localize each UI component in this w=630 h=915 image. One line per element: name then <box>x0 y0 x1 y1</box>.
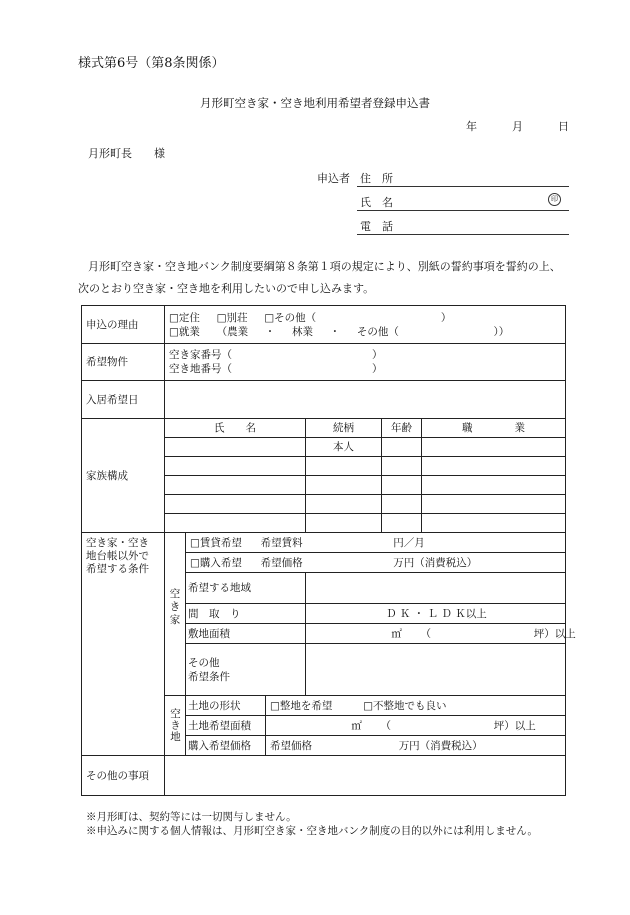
addressee-suffix: 様 <box>154 147 165 160</box>
other-items-label: その他の事項 <box>82 756 165 796</box>
akiya-rent[interactable]: □賃貸希望 希望賃料 円／月 <box>186 533 566 553</box>
property-row <box>82 344 566 381</box>
family-label: 家族構成 <box>82 419 165 533</box>
move-in-label: 入居希望日 <box>82 381 165 419</box>
akichi-area-label: 土地希望面積 <box>186 716 266 736</box>
family-occupation-cell[interactable] <box>422 514 566 533</box>
family-occupation-cell[interactable] <box>422 476 566 495</box>
intro-line-1: 月形町空き家・空き地バンク制度要綱第８条第１項の規定により、別紙の誓約事項を誓約の上、 <box>88 260 561 273</box>
addressee: 月形町長 <box>88 147 132 160</box>
family-name-cell[interactable] <box>165 495 306 514</box>
shape-any-checkbox[interactable]: □不整地でも良い <box>363 699 447 712</box>
family-relation-cell[interactable] <box>306 476 382 495</box>
address-label: 住 所 <box>360 172 393 185</box>
akichi-area-input[interactable]: ㎡ （ 坪）以上 <box>266 716 566 736</box>
property-label: 希望物件 <box>82 344 165 381</box>
move-in-row <box>82 381 566 419</box>
family-occupation-cell[interactable] <box>422 457 566 476</box>
phone-row[interactable] <box>357 212 569 235</box>
other-items-row <box>82 756 566 796</box>
price-label: 購入希望価格 <box>186 736 266 756</box>
name-label: 氏 名 <box>360 196 393 209</box>
bessou-checkbox[interactable]: □別荘 <box>216 311 248 324</box>
phone-label: 電 話 <box>360 220 393 233</box>
seal-icon: 印 <box>548 193 561 206</box>
note-2: ※申込みに関する個人情報は、月形町空き家・空き地バンク制度の目的以外には利用しません。 <box>86 825 538 837</box>
shape-options[interactable] <box>266 696 566 716</box>
other-items-input[interactable] <box>165 756 566 796</box>
shape-flat-checkbox[interactable]: □整地を希望 <box>270 699 333 712</box>
rent-checkbox[interactable]: □賃貸希望 <box>190 536 242 549</box>
family-name-cell[interactable] <box>165 457 306 476</box>
family-name-cell[interactable] <box>165 438 306 457</box>
family-relation-cell[interactable] <box>306 495 382 514</box>
family-name-cell[interactable] <box>165 514 306 533</box>
site-input[interactable]: ㎡ （ 坪）以上 <box>306 624 566 644</box>
note-1: ※月形町は、契約等には一切関与しません。 <box>86 811 297 823</box>
akichi-number-label: 空き地番号（ <box>169 363 232 375</box>
akiya-buy[interactable]: □購入希望 希望価格 万円（消費税込） <box>186 553 566 573</box>
family-occupation-cell[interactable] <box>422 438 566 457</box>
form-code: 様式第6号（第8条関係） <box>78 56 225 71</box>
family-relation-self: 本人 <box>306 438 382 457</box>
name-row[interactable] <box>357 188 569 211</box>
site-label: 敷地面積 <box>186 624 306 644</box>
shugyo-checkbox[interactable]: □就業 <box>169 325 200 338</box>
other-input[interactable] <box>306 644 566 696</box>
address-row[interactable] <box>357 164 569 187</box>
family-relation-cell[interactable] <box>306 457 382 476</box>
reason-label: 申込の理由 <box>82 306 165 344</box>
akiya-rent-row <box>82 533 566 553</box>
family-header-row <box>82 419 566 438</box>
shugyo-close: ）） <box>493 325 510 338</box>
family-age-cell[interactable] <box>382 514 422 533</box>
sonota-close: ） <box>440 311 452 324</box>
nogyo-option[interactable]: （農業 <box>216 325 249 338</box>
area-label: 希望する地域 <box>186 573 306 604</box>
move-in-input[interactable] <box>165 381 566 419</box>
family-name-cell[interactable] <box>165 476 306 495</box>
family-age-cell[interactable] <box>382 495 422 514</box>
dot-1: ・ <box>264 325 276 338</box>
area-input[interactable] <box>306 573 566 604</box>
date-year: 年 <box>466 120 477 133</box>
akichi-group-label: 空き地 <box>165 696 186 756</box>
buy-checkbox[interactable]: □購入希望 <box>190 556 242 569</box>
family-age-cell[interactable] <box>382 476 422 495</box>
family-col-relation: 続柄 <box>306 419 382 438</box>
family-occupation-cell[interactable] <box>422 495 566 514</box>
form-title: 月形町空き家・空き地利用希望者登録申込書 <box>200 96 430 110</box>
family-col-occupation: 職 業 <box>422 419 566 438</box>
akiya-group-label: 空き家 <box>169 588 181 626</box>
reason-row <box>82 306 566 344</box>
intro-line-2: 次のとおり空き家・空き地を利用したいので申し込みます。 <box>78 282 375 295</box>
shugyo-sonota-option[interactable]: その他（ <box>356 325 399 338</box>
family-col-age: 年齢 <box>382 419 422 438</box>
date-day: 日 <box>558 120 569 133</box>
date-month: 月 <box>512 120 523 133</box>
family-col-name: 氏 名 <box>165 419 306 438</box>
akiya-number-label: 空き家番号（ <box>169 349 232 361</box>
teiju-checkbox[interactable]: □定住 <box>169 311 200 324</box>
applicant-label: 申込者 <box>317 172 350 185</box>
dot-2: ・ <box>329 325 341 338</box>
ringyo-option[interactable]: 林業 <box>291 325 313 338</box>
other-label: その他 希望条件 <box>186 644 306 696</box>
application-table <box>81 305 576 796</box>
property-fields[interactable]: 空き家番号（ ） 空き地番号（ ） <box>165 344 566 381</box>
shape-label: 土地の形状 <box>186 696 266 716</box>
family-age-cell[interactable] <box>382 438 422 457</box>
sonota-checkbox[interactable]: □その他（ <box>264 311 317 324</box>
family-relation-cell[interactable] <box>306 514 382 533</box>
conditions-label: 空き家・空き 地台帳以外で 希望する条件 <box>82 533 165 756</box>
layout-label: 間 取 り <box>186 604 306 624</box>
family-age-cell[interactable] <box>382 457 422 476</box>
layout-value[interactable]: Ｄ Ｋ ・ Ｌ Ｄ Ｋ以上 <box>306 604 566 624</box>
reason-options <box>165 306 566 344</box>
price-input[interactable]: 希望価格 万円（消費税込） <box>266 736 566 756</box>
